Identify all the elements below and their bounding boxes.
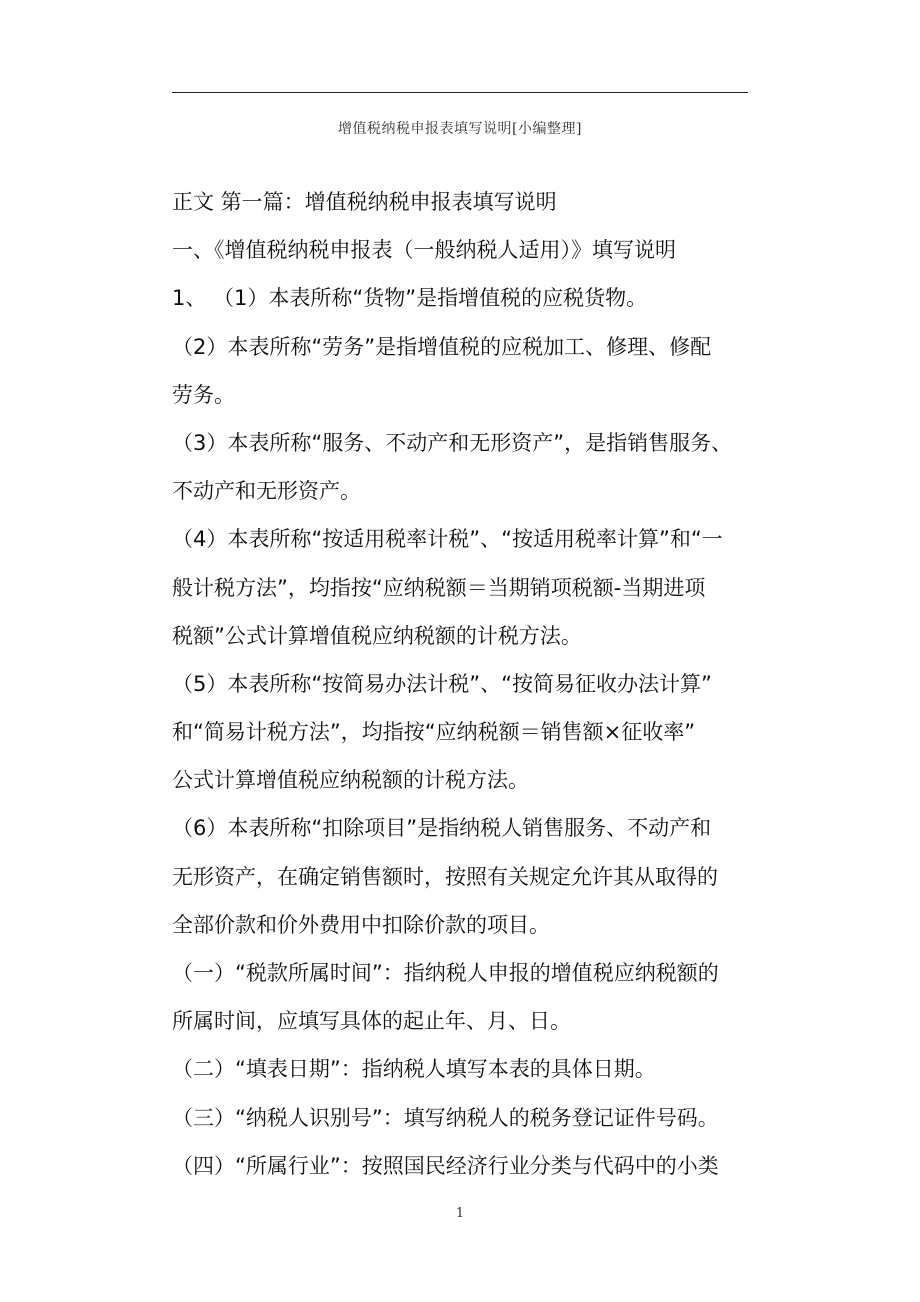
text-line: 公式计算增值税应纳税额的计税方法。 bbox=[172, 768, 529, 793]
text-line: 所属时间，应填写具体的起止年、月、日。 bbox=[172, 1009, 571, 1034]
text-line: （4）本表所称“按适用税率计税”、“按适用税率计算”和“一 bbox=[172, 527, 723, 552]
text-line: 税额”公式计算增值税应纳税额的计税方法。 bbox=[172, 623, 582, 648]
text-line: （5）本表所称“按简易办法计税”、“按简易征收办法计算” bbox=[172, 671, 712, 696]
text-line: 全部价款和价外费用中扣除价款的项目。 bbox=[172, 912, 550, 937]
text-line: （一）“税款所属时间”：指纳税人申报的增值税应纳税额的 bbox=[172, 961, 719, 985]
text-line: 不动产和无形资产。 bbox=[172, 479, 361, 504]
text-line: （6）本表所称“扣除项目”是指纳税人销售服务、不动产和 bbox=[172, 816, 712, 841]
text-line: （二）“填表日期”：指纳税人填写本表的具体日期。 bbox=[172, 1057, 656, 1082]
text-line: （2）本表所称“劳务”是指增值税的应税加工、修理、修配 bbox=[172, 334, 712, 359]
text-line: 无形资产，在确定销售额时，按照有关规定允许其从取得的 bbox=[172, 864, 718, 889]
text-line: 1、 （1）本表所称“货物”是指增值税的应税货物。 bbox=[172, 286, 648, 311]
text-line: 一、《增值税纳税申报表（一般纳税人适用）》填写说明 bbox=[172, 238, 676, 263]
text-line: （3）本表所称“服务、不动产和无形资产”，是指销售服务、 bbox=[172, 430, 733, 455]
text-line: 正文 第一篇：增值税纳税申报表填写说明 bbox=[172, 190, 557, 214]
text-line: 和“简易计税方法”，均指按“应纳税额＝销售额×征收率” bbox=[172, 720, 696, 745]
page-number: 1 bbox=[455, 1206, 465, 1221]
text-line: （三）“纳税人识别号”：填写纳税人的税务登记证件号码。 bbox=[172, 1105, 719, 1130]
text-line: 般计税方法”，均指按“应纳税额＝当期销项税额-当期进项 bbox=[172, 575, 706, 600]
text-line: 劳务。 bbox=[172, 382, 235, 407]
header-title: 增值税纳税申报表填写说明[小编整理] bbox=[338, 121, 582, 137]
text-line: （四）“所属行业”：按照国民经济行业分类与代码中的小类 bbox=[172, 1153, 719, 1178]
header-rule bbox=[172, 92, 748, 93]
body-text bbox=[172, 183, 752, 1195]
